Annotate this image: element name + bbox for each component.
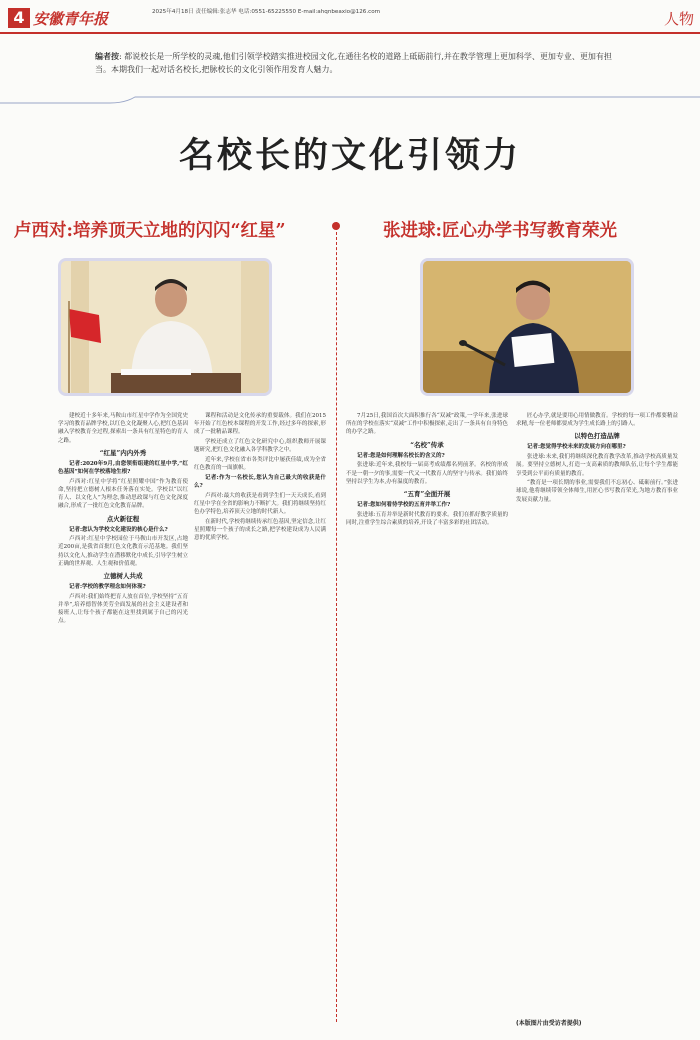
editor-note-text: 都说校长是一所学校的灵魂,他们引领学校踏实推进校园文化,在通往名校的道路上砥砺前行,并在教学管理上更加科学、更加专业、更加有担当。本期我们一起对话名校长,把脉校长的文化引领作用发育人魅力。 [95, 52, 612, 74]
column-divider [336, 222, 337, 1022]
article-subhead: 点火新征程 [106, 514, 140, 523]
interview-question: 记者:您觉得学校未来的发展方向在哪里? [527, 444, 626, 451]
portrait-illustration [61, 261, 269, 393]
photo-credit-note: (本版图片由受访者提供) [516, 1020, 582, 1027]
left-article-column-2 [194, 412, 326, 1030]
article-paragraph: 7月25日,我国首次大面积推行各“双减”政策,一学年来,张进球所在的学校在落实“双减”工作中积极探索,走出了一条具有自身特色的办学之路。 [346, 413, 508, 436]
left-portrait-photo [58, 258, 272, 396]
right-article-column-1 [346, 412, 508, 1032]
editor-note-author: 编者按 [95, 51, 119, 61]
left-article-column-1 [58, 412, 188, 1030]
interview-question: 记者:学校的教学理念如何体现? [69, 584, 146, 591]
section-label: 人物 [663, 10, 694, 28]
publication-info: 2025年4月18日 责任编辑:张志华 电话:0551-65225550 E-mail:ahqnbeaxio@126.com [152, 9, 381, 15]
article-paragraph: 在新时代,学校将继续传承红色基因,坚定信念,让红星照耀每一个孩子的成长之路,把学校建设成为人民满意的优质学校。 [194, 518, 326, 542]
interview-answer: 卢西对:红星中学将“红星照耀中国”作为教育使命,坚持把立德树人根本任务落在实处。学校以“以红育人、以文化人”为理念,推动思政课与红色文化深度融合,形成了一批红色文化教育品牌。 [58, 478, 188, 510]
portrait-illustration [423, 261, 631, 393]
article-subhead: “红星”内内外秀 [99, 448, 147, 457]
page-number: 4 [8, 8, 30, 28]
interview-answer: 张进球:未来,我们将继续深化教育教学改革,推动学校高质量发展。要坚持立德树人,打造一支高素质的教师队伍,让每个学生都能享受到公平而有质量的教育。 [516, 454, 678, 477]
interview-answer: 张进球:近年来,我校每一届高考成绩都名列前茅。名校的形成不是一朝一夕的事,需要一代又一代教育人的坚守与传承。我们始终坚持以学生为本,办有温度的教育。 [346, 462, 508, 485]
left-article-title: 卢西对:培养顶天立地的闪闪“红星” [14, 221, 286, 241]
divider-dot [332, 222, 340, 230]
article-paragraph: 建校近十多年来,马鞍山市红星中学作为全国党史学习的教育品牌学校,以红色文化凝聚人心,把红色基因融入学校教育全过程,探索出一条具有红星特色的育人之路。 [58, 413, 188, 444]
interview-question: 记者:您认为学校文化建设的核心是什么? [69, 526, 168, 533]
page-title: 名校长的文化引领力 [178, 135, 521, 176]
decorative-wave-rule [0, 95, 700, 105]
article-paragraph: 匠心办学,就是要用心用情做教育。学校的每一项工作都要精益求精,每一位老师都要成为学生成长路上的引路人。 [516, 413, 678, 428]
masthead-rule [0, 32, 700, 34]
interview-question: 记者:您如何看待学校的五育并举工作? [357, 501, 451, 508]
interview-answer: 卢西对:我们始终把育人放在首位,学校坚持“五育并举”,培养德智体美劳全面发展的社会主义建设者和接班人,让每个孩子都能在这里找到属于自己的闪光点。 [58, 593, 188, 625]
article-paragraph: 近年来,学校在省市各类评比中屡获佳绩,成为全省红色教育的一面旗帜。 [194, 457, 326, 472]
article-subhead: 立德树人共成 [103, 572, 143, 581]
editor-note: 编者按: 都说校长是一所学校的灵魂,他们引领学校踏实推进校园文化,在通往名校的道路上砥砺前行,并在教学管理上更加科学、更加专业、更加有担当。本期我们一起对话名校长,把脉校长的文化引领作用发育人魅力。 [95, 51, 612, 74]
right-portrait-photo [420, 258, 634, 396]
interview-question: 记者:2020年9月,由您领衔组建的红星中学,“红色基因”如何在学校落地生根? [58, 460, 188, 476]
article-paragraph: 学校还成立了红色文化研究中心,组织教师开展课题研究,把红色文化融入各学科教学之中。 [194, 439, 326, 454]
interview-answer: 卢西对:最大的收获是看到学生们一天天成长,看到红星中学在全省的影响力不断扩大。我们将继续坚持红色办学特色,培养顶天立地的时代新人。 [194, 492, 326, 516]
masthead [0, 0, 700, 34]
interview-answer: 张进球:五育并举是新时代教育的要求。我们在抓好教学质量的同时,注重学生综合素质的培养,开设了丰富多彩的社团活动。 [346, 511, 508, 526]
article-subhead: “五育”全面开展 [403, 489, 451, 498]
article-paragraph: 课程和活动是文化传承的重要载体。我们在2015年开始了红色校本课程的开发工作,经过多年的探索,形成了一批精品课程。 [194, 413, 326, 436]
right-article-column-2 [516, 412, 678, 1012]
article-paragraph: “教育是一项长期的事业,需要我们不忘初心、砥砺前行。”张进球说,他将继续带领全体师生,用匠心书写教育荣光,为地方教育事业发展贡献力量。 [516, 480, 678, 503]
interview-question: 记者:作为一名校长,您认为自己最大的收获是什么? [194, 474, 326, 490]
interview-question: 记者:您是如何理解名校长的含义的? [357, 452, 445, 459]
article-subhead: 以特色打造品牌 [574, 432, 620, 441]
right-article-title: 张进球:匠心办学书写教育荣光 [383, 221, 617, 241]
interview-answer: 卢西对:红星中学校园位于马鞍山市开发区,占地近200亩,是我省首批红色文化教育示范基地。我们坚持以文化人,推动学生在潜移默化中成长,引导学生树立正确的世界观、人生观和价值观。 [58, 536, 188, 567]
article-subhead: “名校”传承 [410, 440, 444, 449]
paper-name-logo: 安徽青年报 [33, 10, 109, 28]
